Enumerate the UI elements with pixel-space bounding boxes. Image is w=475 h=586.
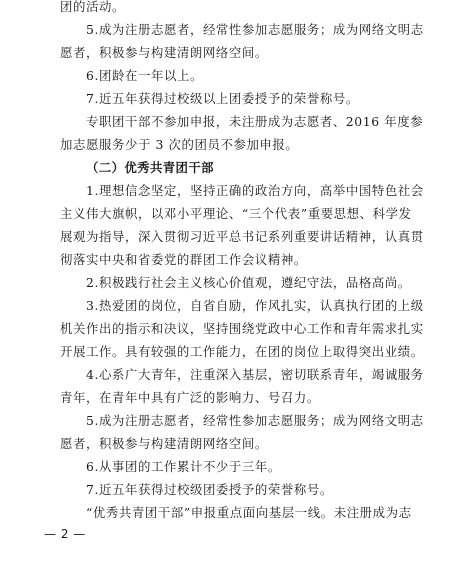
- text-line: 3.热爱团的岗位，自省自励，作风扎实，认真执行团的上级: [86, 298, 424, 313]
- section-heading: （二）优秀共青团干部: [86, 160, 214, 175]
- text-line: 青年，在青年中具有广泛的影响力、号召力。: [60, 390, 320, 405]
- text-line: 1.理想信念坚定，坚持正确的政治方向，高举中国特色社会: [86, 183, 424, 198]
- text-line: 5.成为注册志愿者，经常性参加志愿服务；成为网络文明志: [86, 22, 424, 37]
- text-line: 团的活动。: [60, 0, 125, 14]
- text-line: 机关作出的指示和决议，坚持围绕党政中心工作和青年需求扎实: [60, 321, 424, 336]
- text-line: 7.近五年获得过校级以上团委授予的荣誉称号。: [86, 91, 359, 106]
- text-line: 5.成为注册志愿者，经常性参加志愿服务；成为网络文明志: [86, 413, 424, 428]
- text-line: 愿者，积极参与构建清朗网络空间。: [60, 45, 268, 60]
- text-line: 2.积极践行社会主义核心价值观，遵纪守法，品格高尚。: [86, 275, 411, 290]
- text-line: 彻落实中央和省委党的群团工作会议精神。: [60, 252, 307, 267]
- text-line: 开展工作。具有较强的工作能力，在团的岗位上取得突出业绩。: [60, 344, 424, 359]
- page-number: — 2 —: [44, 527, 86, 541]
- text-line: 主义伟大旗帜，以邓小平理论、“三个代表”重要思想、科学发: [60, 206, 412, 221]
- text-line: “优秀共青团干部”申报重点面向基层一线。未注册成为志: [86, 505, 412, 520]
- text-line: 6.从事团的工作累计不少于三年。: [86, 459, 281, 474]
- text-line: 6.团龄在一年以上。: [86, 68, 203, 83]
- text-line: 4.心系广大青年，注重深入基层，密切联系青年，竭诚服务: [86, 367, 424, 382]
- text-line: 展观为指导，深入贯彻习近平总书记系列重要讲话精神，认真贯: [60, 229, 424, 244]
- text-line: 专职团干部不参加申报，未注册成为志愿者、2016 年度参: [86, 114, 424, 129]
- text-line: 7.近五年获得过校级团委授予的荣誉称号。: [86, 482, 333, 497]
- text-line: 加志愿服务少于 3 次的团员不参加申报。: [60, 137, 299, 152]
- text-line: 愿者，积极参与构建清朗网络空间。: [60, 436, 268, 451]
